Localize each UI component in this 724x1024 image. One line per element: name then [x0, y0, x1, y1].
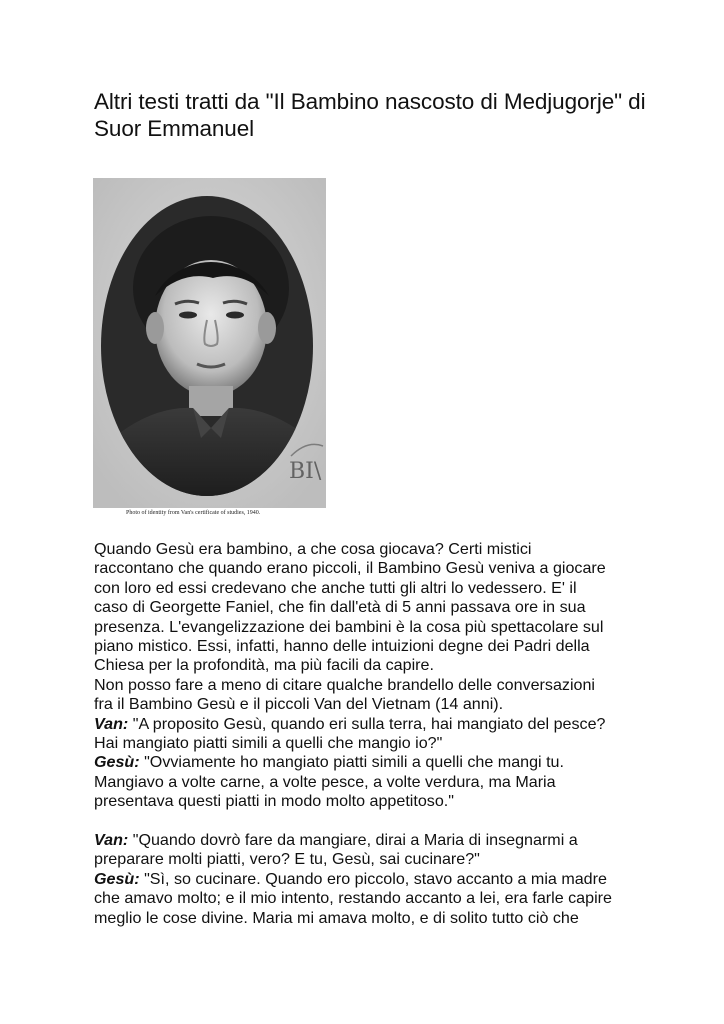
title-line: Suor Emmanuel: [94, 116, 255, 141]
speaker-colon: :: [122, 714, 129, 733]
speaker-label: [94, 715, 128, 733]
body-line: fra il Bambino Gesù e il piccoli Van del Vietnam (14 anni).: [94, 695, 504, 714]
dialogue-line: meglio le cose divine. Maria mi amava molto, e di solito tutto ciò che: [94, 908, 579, 927]
dialogue-line: Hai mangiato piatti simili a quelli che mangio io?": [94, 734, 443, 753]
dialogue-line: preparare molti piatti, vero? E tu, Gesù, sai cucinare?": [94, 850, 480, 869]
body-line: con loro ed essi credevano che anche tutti gli altri lo vedessero. E' il: [94, 578, 577, 597]
speaker-label: [94, 831, 128, 849]
body-line: piano mistico. Essi, infatti, hanno delle intuizioni degne dei Padri della: [94, 637, 590, 656]
title-line: Altri testi tratti da "Il Bambino nascosto di Medjugorje" di: [94, 89, 646, 114]
body-line: raccontano che quando erano piccoli, il Bambino Gesù veniva a giocare: [94, 559, 606, 578]
paragraph-gap: [94, 812, 654, 831]
body-line: Non posso fare a meno di citare qualche brandello delle conversazioni: [94, 675, 595, 694]
speaker-label: [94, 870, 140, 888]
article-body: [94, 540, 654, 928]
speaker-label: [94, 753, 140, 771]
portrait-photo: [93, 178, 326, 508]
speaker-name: Gesù: [94, 753, 135, 772]
body-line: Quando Gesù era bambino, a che cosa giocava? Certi mistici: [94, 540, 532, 558]
speaker-name: Van: [94, 831, 123, 850]
dialogue-line: [94, 870, 654, 889]
speaker-colon: :: [134, 869, 140, 888]
dialogue-text: "Quando dovrò fare da mangiare, dirai a Maria di insegnarmi a: [128, 831, 578, 850]
speaker-name: Van: [94, 714, 123, 733]
speaker-colon: :: [134, 753, 140, 772]
dialogue-line: Mangiavo a volte carne, a volte pesce, a volte verdura, ma Maria: [94, 772, 556, 791]
dialogue-text: "A proposito Gesù, quando eri sulla terra, hai mangiato del pesce?: [128, 714, 606, 733]
dialogue-line: [94, 753, 654, 772]
speaker-colon: :: [122, 831, 129, 850]
speaker-name: Gesù: [94, 869, 135, 888]
document-title: [94, 88, 654, 142]
dialogue-text: "Sì, so cucinare. Quando ero piccolo, stavo accanto a mia madre: [139, 869, 607, 888]
stamp-mark: BI\: [289, 459, 322, 484]
photo-caption: Photo of identity from Van's certificate of studies, 1940.: [126, 510, 261, 516]
dialogue-line: [94, 715, 654, 734]
dialogue-line: presentava questi piatti in modo molto appetitoso.": [94, 792, 454, 811]
dialogue-line: [94, 831, 654, 850]
dialogue-line: che amavo molto; e il mio intento, restando accanto a lei, era farle capire: [94, 889, 612, 908]
body-line: presenza. L'evangelizzazione dei bambini è la cosa più spettacolare sul: [94, 617, 604, 636]
dialogue-text: "Ovviamente ho mangiato piatti simili a quelli che mangi tu.: [139, 753, 564, 772]
body-line: Chiesa per la profondità, ma più facili da capire.: [94, 656, 434, 675]
body-line: caso di Georgette Faniel, che fin dall'età di 5 anni passava ore in sua: [94, 598, 586, 617]
